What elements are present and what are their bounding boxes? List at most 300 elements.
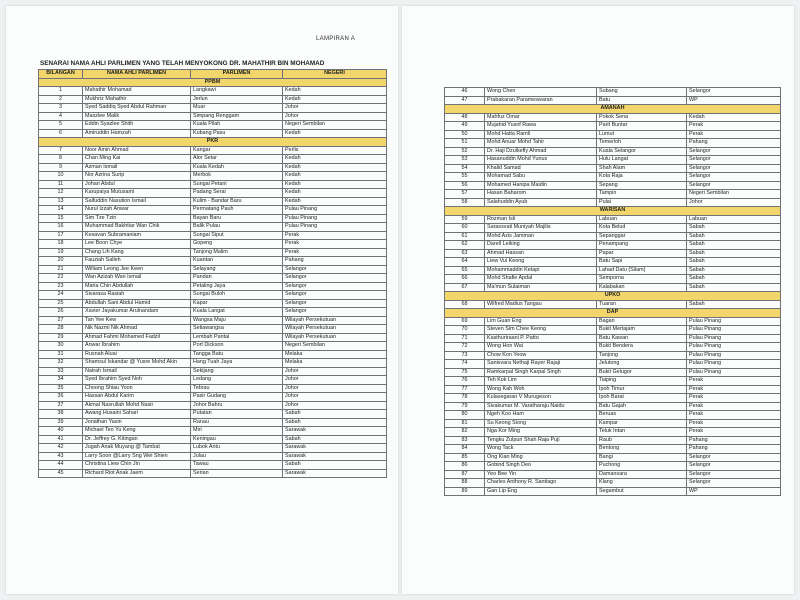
table-row: [445, 249, 781, 258]
document-title: SENARAI NAMA AHLI PARLIMEN YANG TELAH MENYOKONG DR. MAHATHIR BIN MOHAMAD: [40, 60, 325, 67]
parliament-seat: Batu: [597, 96, 687, 105]
row-number: 56: [445, 181, 485, 190]
member-name: Maszlee Malik: [83, 112, 191, 121]
state-name: Perak: [687, 377, 781, 386]
column-header-state: NEGERI: [283, 70, 387, 79]
state-name: Perak: [687, 122, 781, 131]
member-name: Gobind Singh Deo: [485, 462, 597, 471]
table-row: [445, 411, 781, 420]
table-row: [39, 359, 387, 368]
member-name: Sanisvara Nethaji Rayer Rajaji: [485, 360, 597, 369]
parliament-seat: Labuan: [597, 215, 687, 224]
row-number: 11: [39, 180, 83, 189]
member-name: Wong Tack: [485, 445, 597, 454]
parliament-seat: Bukit Bendera: [597, 343, 687, 352]
parliament-seat: Tuaran: [597, 300, 687, 309]
state-name: Sabah: [687, 283, 781, 292]
parliament-seat: Bangi: [597, 453, 687, 462]
parliament-seat: Gopeng: [191, 240, 283, 249]
member-name: Nga Kor Ming: [485, 428, 597, 437]
table-row: [39, 214, 387, 223]
state-name: Johor: [283, 393, 387, 402]
parliament-seat: Putatan: [191, 410, 283, 419]
party-section-row: [39, 138, 387, 147]
row-number: 73: [445, 351, 485, 360]
state-name: Selangor: [687, 470, 781, 479]
member-name: Mohd Azis Jamman: [485, 232, 597, 241]
parliament-seat: Teluk Intan: [597, 428, 687, 437]
parliament-seat: Segambut: [597, 487, 687, 496]
row-number: 37: [39, 401, 83, 410]
state-name: Sabah: [687, 275, 781, 284]
member-name: Mohammaddin Ketapi: [485, 266, 597, 275]
parliament-seat: Kuala Pilah: [191, 121, 283, 130]
table-row: [445, 428, 781, 437]
member-name: Darell Leiking: [485, 241, 597, 250]
state-name: Selangor: [283, 299, 387, 308]
table-row: [39, 172, 387, 181]
table-row: [445, 88, 781, 97]
page-header-label: LAMPIRAN A: [316, 36, 356, 42]
row-number: 6: [39, 129, 83, 138]
state-name: Perlis: [283, 146, 387, 155]
state-name: Johor: [283, 376, 387, 385]
table-row: [39, 316, 387, 325]
table-row: [39, 129, 387, 138]
table-row: [445, 462, 781, 471]
table-row: [39, 308, 387, 317]
member-name: Nurul Izzah Anwar: [83, 206, 191, 215]
column-header-parliament: PARLIMEN: [191, 70, 283, 79]
table-row: [445, 173, 781, 182]
state-name: Negeri Sembilan: [687, 190, 781, 199]
table-row: [445, 224, 781, 233]
row-number: 79: [445, 402, 485, 411]
mp-table-left: [38, 69, 387, 478]
state-name: Kedah: [687, 113, 781, 122]
member-name: Amiruddin Hamzah: [83, 129, 191, 138]
table-row: [39, 444, 387, 453]
parliament-seat: Serian: [191, 469, 283, 478]
row-number: 31: [39, 350, 83, 359]
member-name: Sarassvati Muniyah Majilis: [485, 224, 597, 233]
state-name: Kedah: [283, 87, 387, 96]
table-row: [445, 334, 781, 343]
member-name: Liew Vui Keong: [485, 258, 597, 267]
parliament-seat: Tampin: [597, 190, 687, 199]
member-name: William Leong Jee Keen: [83, 265, 191, 274]
member-name: Muhammad Bakhtiar Wan Chik: [83, 223, 191, 232]
row-number: 51: [445, 139, 485, 148]
row-number: 39: [39, 418, 83, 427]
member-name: Salahuddin Ayub: [485, 198, 597, 207]
table-row: [39, 257, 387, 266]
member-name: Mohd Hatta Ramli: [485, 130, 597, 139]
row-number: 21: [39, 265, 83, 274]
parliament-seat: Julau: [191, 452, 283, 461]
member-name: Azman Ismail: [83, 163, 191, 172]
row-number: 27: [39, 316, 83, 325]
parliament-seat: Batu Gajah: [597, 402, 687, 411]
state-name: Kedah: [283, 189, 387, 198]
row-number: 63: [445, 249, 485, 258]
table-row: [39, 384, 387, 393]
row-number: 46: [445, 88, 485, 97]
party-section-row: [445, 309, 781, 318]
member-name: Johari Abdul: [83, 180, 191, 189]
row-number: 4: [39, 112, 83, 121]
table-row: [445, 326, 781, 335]
table-row: [39, 401, 387, 410]
row-number: 61: [445, 232, 485, 241]
table-row: [445, 343, 781, 352]
row-number: 75: [445, 368, 485, 377]
state-name: Pulau Pinang: [687, 368, 781, 377]
row-number: 65: [445, 266, 485, 275]
member-name: Nor Azrina Surip: [83, 172, 191, 181]
member-name: Tengku Zulpuri Shah Raja Puji: [485, 436, 597, 445]
state-name: Selangor: [283, 308, 387, 317]
state-name: Selangor: [283, 282, 387, 291]
table-row: [445, 181, 781, 190]
member-name: Akmal Nasrullah Mohd Nasir: [83, 401, 191, 410]
table-row: [39, 342, 387, 351]
member-name: Jugah Anak Muyang @ Tambat: [83, 444, 191, 453]
member-name: Karupaiya Mutusami: [83, 189, 191, 198]
parliament-seat: Klang: [597, 479, 687, 488]
parliament-seat: Lembah Pantai: [191, 333, 283, 342]
member-name: Wong Hon Wai: [485, 343, 597, 352]
member-name: Michael Teo Yu Keng: [83, 427, 191, 436]
member-name: Hasan Baharom: [485, 190, 597, 199]
parliament-seat: Setiawangsa: [191, 325, 283, 334]
member-name: Ong Kian Ming: [485, 453, 597, 462]
table-row: [445, 300, 781, 309]
table-row: [39, 427, 387, 436]
row-number: 38: [39, 410, 83, 419]
state-name: Perak: [687, 428, 781, 437]
member-name: Anwar Ibrahim: [83, 342, 191, 351]
member-name: Mohamed Hanipa Maidin: [485, 181, 597, 190]
parliament-seat: Beruas: [597, 411, 687, 420]
parliament-seat: Sungai Buloh: [191, 291, 283, 300]
parliament-seat: Pasir Gudang: [191, 393, 283, 402]
table-row: [39, 393, 387, 402]
state-name: Pahang: [687, 445, 781, 454]
parliament-seat: Ledang: [191, 376, 283, 385]
row-number: 50: [445, 130, 485, 139]
parliament-seat: Ipoh Timur: [597, 385, 687, 394]
row-number: 34: [39, 376, 83, 385]
parliament-seat: Hulu Langat: [597, 156, 687, 165]
member-name: Mahfuz Omar: [485, 113, 597, 122]
state-name: Selangor: [687, 164, 781, 173]
member-name: Wong Chen: [485, 88, 597, 97]
state-name: Selangor: [687, 147, 781, 156]
member-name: Lim Guan Eng: [485, 317, 597, 326]
parliament-seat: Subang: [597, 88, 687, 97]
state-name: Johor: [283, 401, 387, 410]
table-row: [39, 376, 387, 385]
table-row: [445, 436, 781, 445]
party-section-label: AMANAH: [445, 105, 781, 114]
member-name: Wan Azizah Wan Ismail: [83, 274, 191, 283]
member-name: Richard Riot Anak Jaem: [83, 469, 191, 478]
table-row: [445, 156, 781, 165]
table-row: [39, 240, 387, 249]
row-number: 84: [445, 445, 485, 454]
member-name: Shamsul Iskandar @ Yusre Mohd Akin: [83, 359, 191, 368]
row-number: 71: [445, 334, 485, 343]
party-section-label: UPKO: [445, 292, 781, 301]
table-row: [39, 231, 387, 240]
row-number: 53: [445, 156, 485, 165]
state-name: Selangor: [687, 462, 781, 471]
row-number: 77: [445, 385, 485, 394]
state-name: Selangor: [687, 88, 781, 97]
table-row: [39, 104, 387, 113]
row-number: 20: [39, 257, 83, 266]
state-name: Perak: [283, 248, 387, 257]
row-number: 10: [39, 172, 83, 181]
state-name: Pulau Pinang: [283, 214, 387, 223]
document-page-left: [6, 6, 398, 594]
table-row: [39, 180, 387, 189]
table-row: [445, 113, 781, 122]
state-name: Sabah: [687, 232, 781, 241]
row-number: 25: [39, 299, 83, 308]
member-name: Mujahid Yusof Rawa: [485, 122, 597, 131]
parliament-seat: Kuala Selangor: [597, 147, 687, 156]
row-number: 81: [445, 419, 485, 428]
table-row: [39, 461, 387, 470]
table-row: [39, 325, 387, 334]
state-name: Johor: [283, 112, 387, 121]
row-number: 55: [445, 173, 485, 182]
member-name: Hasanuddin Mohd Yunus: [485, 156, 597, 165]
table-row: [39, 435, 387, 444]
state-name: Selangor: [687, 181, 781, 190]
party-section-label: WARISAN: [445, 207, 781, 216]
parliament-seat: Keningau: [191, 435, 283, 444]
state-name: Kedah: [283, 95, 387, 104]
member-name: Hassan Abdul Karim: [83, 393, 191, 402]
state-name: Perak: [283, 231, 387, 240]
parliament-seat: Johor Bahru: [191, 401, 283, 410]
member-name: Lee Boon Chye: [83, 240, 191, 249]
row-number: 42: [39, 444, 83, 453]
table-row: [445, 215, 781, 224]
parliament-seat: Selayang: [191, 265, 283, 274]
parliament-seat: Bayan Baru: [191, 214, 283, 223]
row-number: 66: [445, 275, 485, 284]
parliament-seat: Bagan: [597, 317, 687, 326]
row-number: 16: [39, 223, 83, 232]
column-header-name: NAMA AHLI PARLIMEN: [83, 70, 191, 79]
state-name: Kedah: [283, 155, 387, 164]
member-name: Khalid Samad: [485, 164, 597, 173]
row-number: 57: [445, 190, 485, 199]
row-number: 41: [39, 435, 83, 444]
member-name: Ahmad Hassan: [485, 249, 597, 258]
table-row: [39, 350, 387, 359]
state-name: Pulau Pinang: [687, 351, 781, 360]
parliament-seat: Kuala Langat: [191, 308, 283, 317]
table-row: [445, 164, 781, 173]
member-name: Kasthuriraani P. Patto: [485, 334, 597, 343]
table-row: [445, 487, 781, 496]
row-number: 67: [445, 283, 485, 292]
member-name: Wong Kah Woh: [485, 385, 597, 394]
table-row: [39, 155, 387, 164]
row-number: 88: [445, 479, 485, 488]
table-row: [445, 283, 781, 292]
row-number: 17: [39, 231, 83, 240]
state-name: Sabah: [283, 435, 387, 444]
state-name: Wilayah Persekutuan: [283, 316, 387, 325]
parliament-seat: Tawau: [191, 461, 283, 470]
party-section-label: DAP: [445, 309, 781, 318]
parliament-seat: Merbok: [191, 172, 283, 181]
table-row: [445, 198, 781, 207]
parliament-seat: Tangga Batu: [191, 350, 283, 359]
state-name: Perak: [687, 130, 781, 139]
parliament-seat: Temerloh: [597, 139, 687, 148]
table-row: [39, 197, 387, 206]
state-name: Sabah: [687, 258, 781, 267]
state-name: Pahang: [687, 139, 781, 148]
row-number: 13: [39, 197, 83, 206]
state-name: Pahang: [283, 257, 387, 266]
member-name: Larry Soon @Larry Sng Wei Shien: [83, 452, 191, 461]
member-name: Noor Amin Ahmad: [83, 146, 191, 155]
member-name: Dr. Jeffrey G. Kitingan: [83, 435, 191, 444]
member-name: Mohd Anuar Mohd Tahir: [485, 139, 597, 148]
member-name: Syed Ibrahim Syed Noh: [83, 376, 191, 385]
table-row: [445, 377, 781, 386]
row-number: 54: [445, 164, 485, 173]
column-header-number: BILANGAN: [39, 70, 83, 79]
row-number: 74: [445, 360, 485, 369]
row-number: 18: [39, 240, 83, 249]
row-number: 2: [39, 95, 83, 104]
member-name: Mukhriz Mahathir: [83, 95, 191, 104]
member-name: Sivarasa Rasiah: [83, 291, 191, 300]
member-name: Chow Kon Yeow: [485, 351, 597, 360]
party-section-label: PKR: [39, 138, 387, 147]
parliament-seat: Kangar: [191, 146, 283, 155]
table-row: [445, 453, 781, 462]
state-name: Sabah: [283, 418, 387, 427]
row-number: 24: [39, 291, 83, 300]
parliament-seat: Jerlun: [191, 95, 283, 104]
row-number: 52: [445, 147, 485, 156]
table-row: [445, 266, 781, 275]
table-header-row: [39, 70, 387, 79]
member-name: Kulasegaran V Murugeson: [485, 394, 597, 403]
row-number: 80: [445, 411, 485, 420]
member-name: Dr. Haji Dzulkefly Ahmad: [485, 147, 597, 156]
state-name: WP: [687, 487, 781, 496]
member-name: Steven Sim Chee Keong: [485, 326, 597, 335]
member-name: Sivakumar M. Varatharaju Naidu: [485, 402, 597, 411]
parliament-seat: Tebrau: [191, 384, 283, 393]
mp-table-right: [444, 87, 781, 496]
table-row: [39, 146, 387, 155]
state-name: Selangor: [687, 479, 781, 488]
table-row: [39, 112, 387, 121]
parliament-seat: Pulai: [597, 198, 687, 207]
state-name: Johor: [283, 104, 387, 113]
table-row: [39, 163, 387, 172]
party-section-label: PPBM: [39, 78, 387, 87]
state-name: Johor: [283, 384, 387, 393]
row-number: 3: [39, 104, 83, 113]
parliament-seat: Hang Tuah Jaya: [191, 359, 283, 368]
state-name: Selangor: [283, 265, 387, 274]
table-row: [445, 96, 781, 105]
parliament-seat: Langkawi: [191, 87, 283, 96]
state-name: Labuan: [687, 215, 781, 224]
parliament-seat: Kota Belud: [597, 224, 687, 233]
state-name: WP: [687, 96, 781, 105]
party-section-row: [445, 105, 781, 114]
party-section-row: [445, 292, 781, 301]
row-number: 58: [445, 198, 485, 207]
member-name: Awang Husaini Sahari: [83, 410, 191, 419]
state-name: Selangor: [283, 291, 387, 300]
parliament-seat: Miri: [191, 427, 283, 436]
table-row: [39, 291, 387, 300]
row-number: 78: [445, 394, 485, 403]
parliament-seat: Ranau: [191, 418, 283, 427]
table-row: [445, 139, 781, 148]
table-body-right: [445, 88, 781, 496]
parliament-seat: Bukit Gelugor: [597, 368, 687, 377]
parliament-seat: Papar: [597, 249, 687, 258]
row-number: 87: [445, 470, 485, 479]
member-name: Ma'mun Sulaiman: [485, 283, 597, 292]
member-name: Rusnah Aluai: [83, 350, 191, 359]
state-name: Selangor: [687, 453, 781, 462]
member-name: Ngeh Koo Ham: [485, 411, 597, 420]
table-row: [39, 299, 387, 308]
row-number: 7: [39, 146, 83, 155]
table-row: [39, 452, 387, 461]
row-number: 59: [445, 215, 485, 224]
table-row: [445, 470, 781, 479]
state-name: Pahang: [687, 436, 781, 445]
parliament-seat: Bukit Mertajam: [597, 326, 687, 335]
parliament-seat: Kota Raja: [597, 173, 687, 182]
parliament-seat: Kubang Pasu: [191, 129, 283, 138]
state-name: Perak: [687, 402, 781, 411]
parliament-seat: Taiping: [597, 377, 687, 386]
state-name: Selangor: [283, 274, 387, 283]
member-name: Natrah Ismail: [83, 367, 191, 376]
state-name: Sabah: [687, 249, 781, 258]
table-row: [39, 367, 387, 376]
party-section-row: [445, 207, 781, 216]
member-name: Teh Kok Lim: [485, 377, 597, 386]
member-name: Charles Anthony R. Santiago: [485, 479, 597, 488]
row-number: 45: [39, 469, 83, 478]
row-number: 1: [39, 87, 83, 96]
row-number: 47: [445, 96, 485, 105]
row-number: 33: [39, 367, 83, 376]
parliament-seat: Kapar: [191, 299, 283, 308]
member-name: Chang Lih Kang: [83, 248, 191, 257]
